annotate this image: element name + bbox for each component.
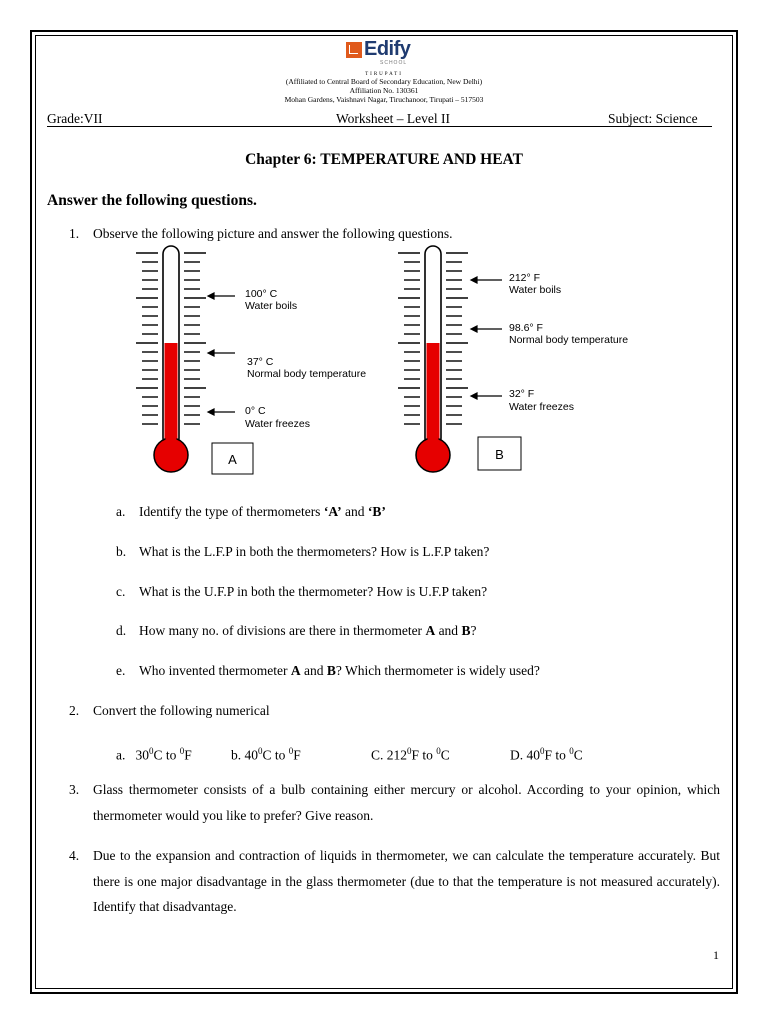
q2-item-b: b. $40^0C$ to $^0$F: [231, 746, 301, 763]
meta-underline: [47, 126, 712, 127]
q4-text: Due to the expansion and contraction of liquids in thermometer, we can calculate the temperature accurately. But there is one major disadvantage in the glass thermometer (due to that the temperature is not measured accurately). Identify that disadvantage.: [93, 848, 720, 914]
thermometer-b-mercury: [427, 343, 440, 448]
affiliation-line: (Affiliated to Central Board of Secondary Education, New Delhi): [285, 77, 483, 86]
q2-item-d: D. $40^0F$ to $^0$C: [510, 746, 583, 763]
q1b-text: What is the L.F.P in both the thermometers? How is L.F.P taken?: [139, 544, 490, 559]
q1-number: 1.: [69, 226, 80, 241]
q3-text: Glass thermometer consists of a bulb containing either mercury or alcohol. According to your opinion, which thermometer would you like to prefer? Give reason.: [93, 782, 720, 823]
q2-item-a: a. $30^0C$ to $^0$F: [116, 746, 192, 763]
b-freeze-value: 32° F: [509, 388, 535, 400]
q3-number: 3.: [69, 782, 80, 797]
chapter-title: Chapter 6: TEMPERATURE AND HEAT: [245, 151, 523, 168]
b-freeze-desc: Water freezes: [509, 401, 574, 413]
b-boil-value: 212° F: [509, 272, 541, 284]
q1a-text: Identify the type of thermometers ‘A’ and ‘B’: [139, 504, 386, 519]
a-freeze-desc: Water freezes: [245, 418, 310, 430]
a-boil-value: 100° C: [245, 288, 278, 300]
thermometer-a: [136, 246, 366, 474]
b-boil-desc: Water boils: [509, 284, 562, 296]
q2-item-c: C. $212^0F$ to $^0$C: [371, 746, 450, 763]
a-body-desc: Normal body temperature: [247, 368, 367, 380]
logo-city: TIRUPATI: [365, 72, 403, 77]
grade-label: Grade:VII: [47, 111, 103, 126]
logo-mark-icon: [346, 42, 362, 58]
q1d-text: How many no. of divisions are there in thermometer A and B?: [139, 623, 477, 638]
label-b: B: [495, 447, 504, 462]
b-body-value: 98.6° F: [509, 322, 543, 334]
q2-number: 2.: [69, 703, 80, 718]
q1d-label: d.: [116, 623, 127, 638]
logo-school: SCHOOL: [380, 60, 408, 66]
q1e-label: e.: [116, 663, 126, 678]
q1-text: Observe the following picture and answer the following questions.: [93, 226, 453, 241]
school-logo: [346, 40, 422, 74]
a-freeze-value: 0° C: [245, 405, 266, 417]
thermometer-a-neck: [166, 433, 177, 449]
page-number: 1: [713, 948, 719, 962]
thermometer-a-mercury: [165, 343, 178, 448]
thermometer-b: [398, 246, 628, 472]
label-a: A: [228, 452, 237, 467]
q1c-label: c.: [116, 584, 126, 599]
thermometers-figure: [120, 243, 660, 483]
worksheet-label: Worksheet – Level II: [336, 111, 450, 126]
subject-label: Subject: Science: [608, 111, 698, 126]
q1e-text: Who invented thermometer A and B? Which thermometer is widely used?: [139, 663, 540, 678]
b-body-desc: Normal body temperature: [509, 334, 629, 346]
logo-name: Edify: [364, 38, 411, 60]
q4-number: 4.: [69, 848, 80, 863]
worksheet-meta-row: [47, 111, 712, 127]
section-title: Answer the following questions.: [47, 192, 257, 209]
a-body-value: 37° C: [247, 356, 274, 368]
q1c-text: What is the U.F.P in both the thermometer? How is U.F.P taken?: [139, 584, 488, 599]
school-address: Mohan Gardens, Vaishnavi Nagar, Tiruchanoor, Tirupati – 517503: [284, 95, 484, 104]
q1a-label: a.: [116, 504, 126, 519]
affiliation-number: Affiliation No. 130361: [349, 86, 419, 95]
thermometer-b-neck: [428, 433, 439, 449]
a-boil-desc: Water boils: [245, 300, 298, 312]
q1b-label: b.: [116, 544, 127, 559]
q2-text: Convert the following numerical: [93, 703, 270, 718]
